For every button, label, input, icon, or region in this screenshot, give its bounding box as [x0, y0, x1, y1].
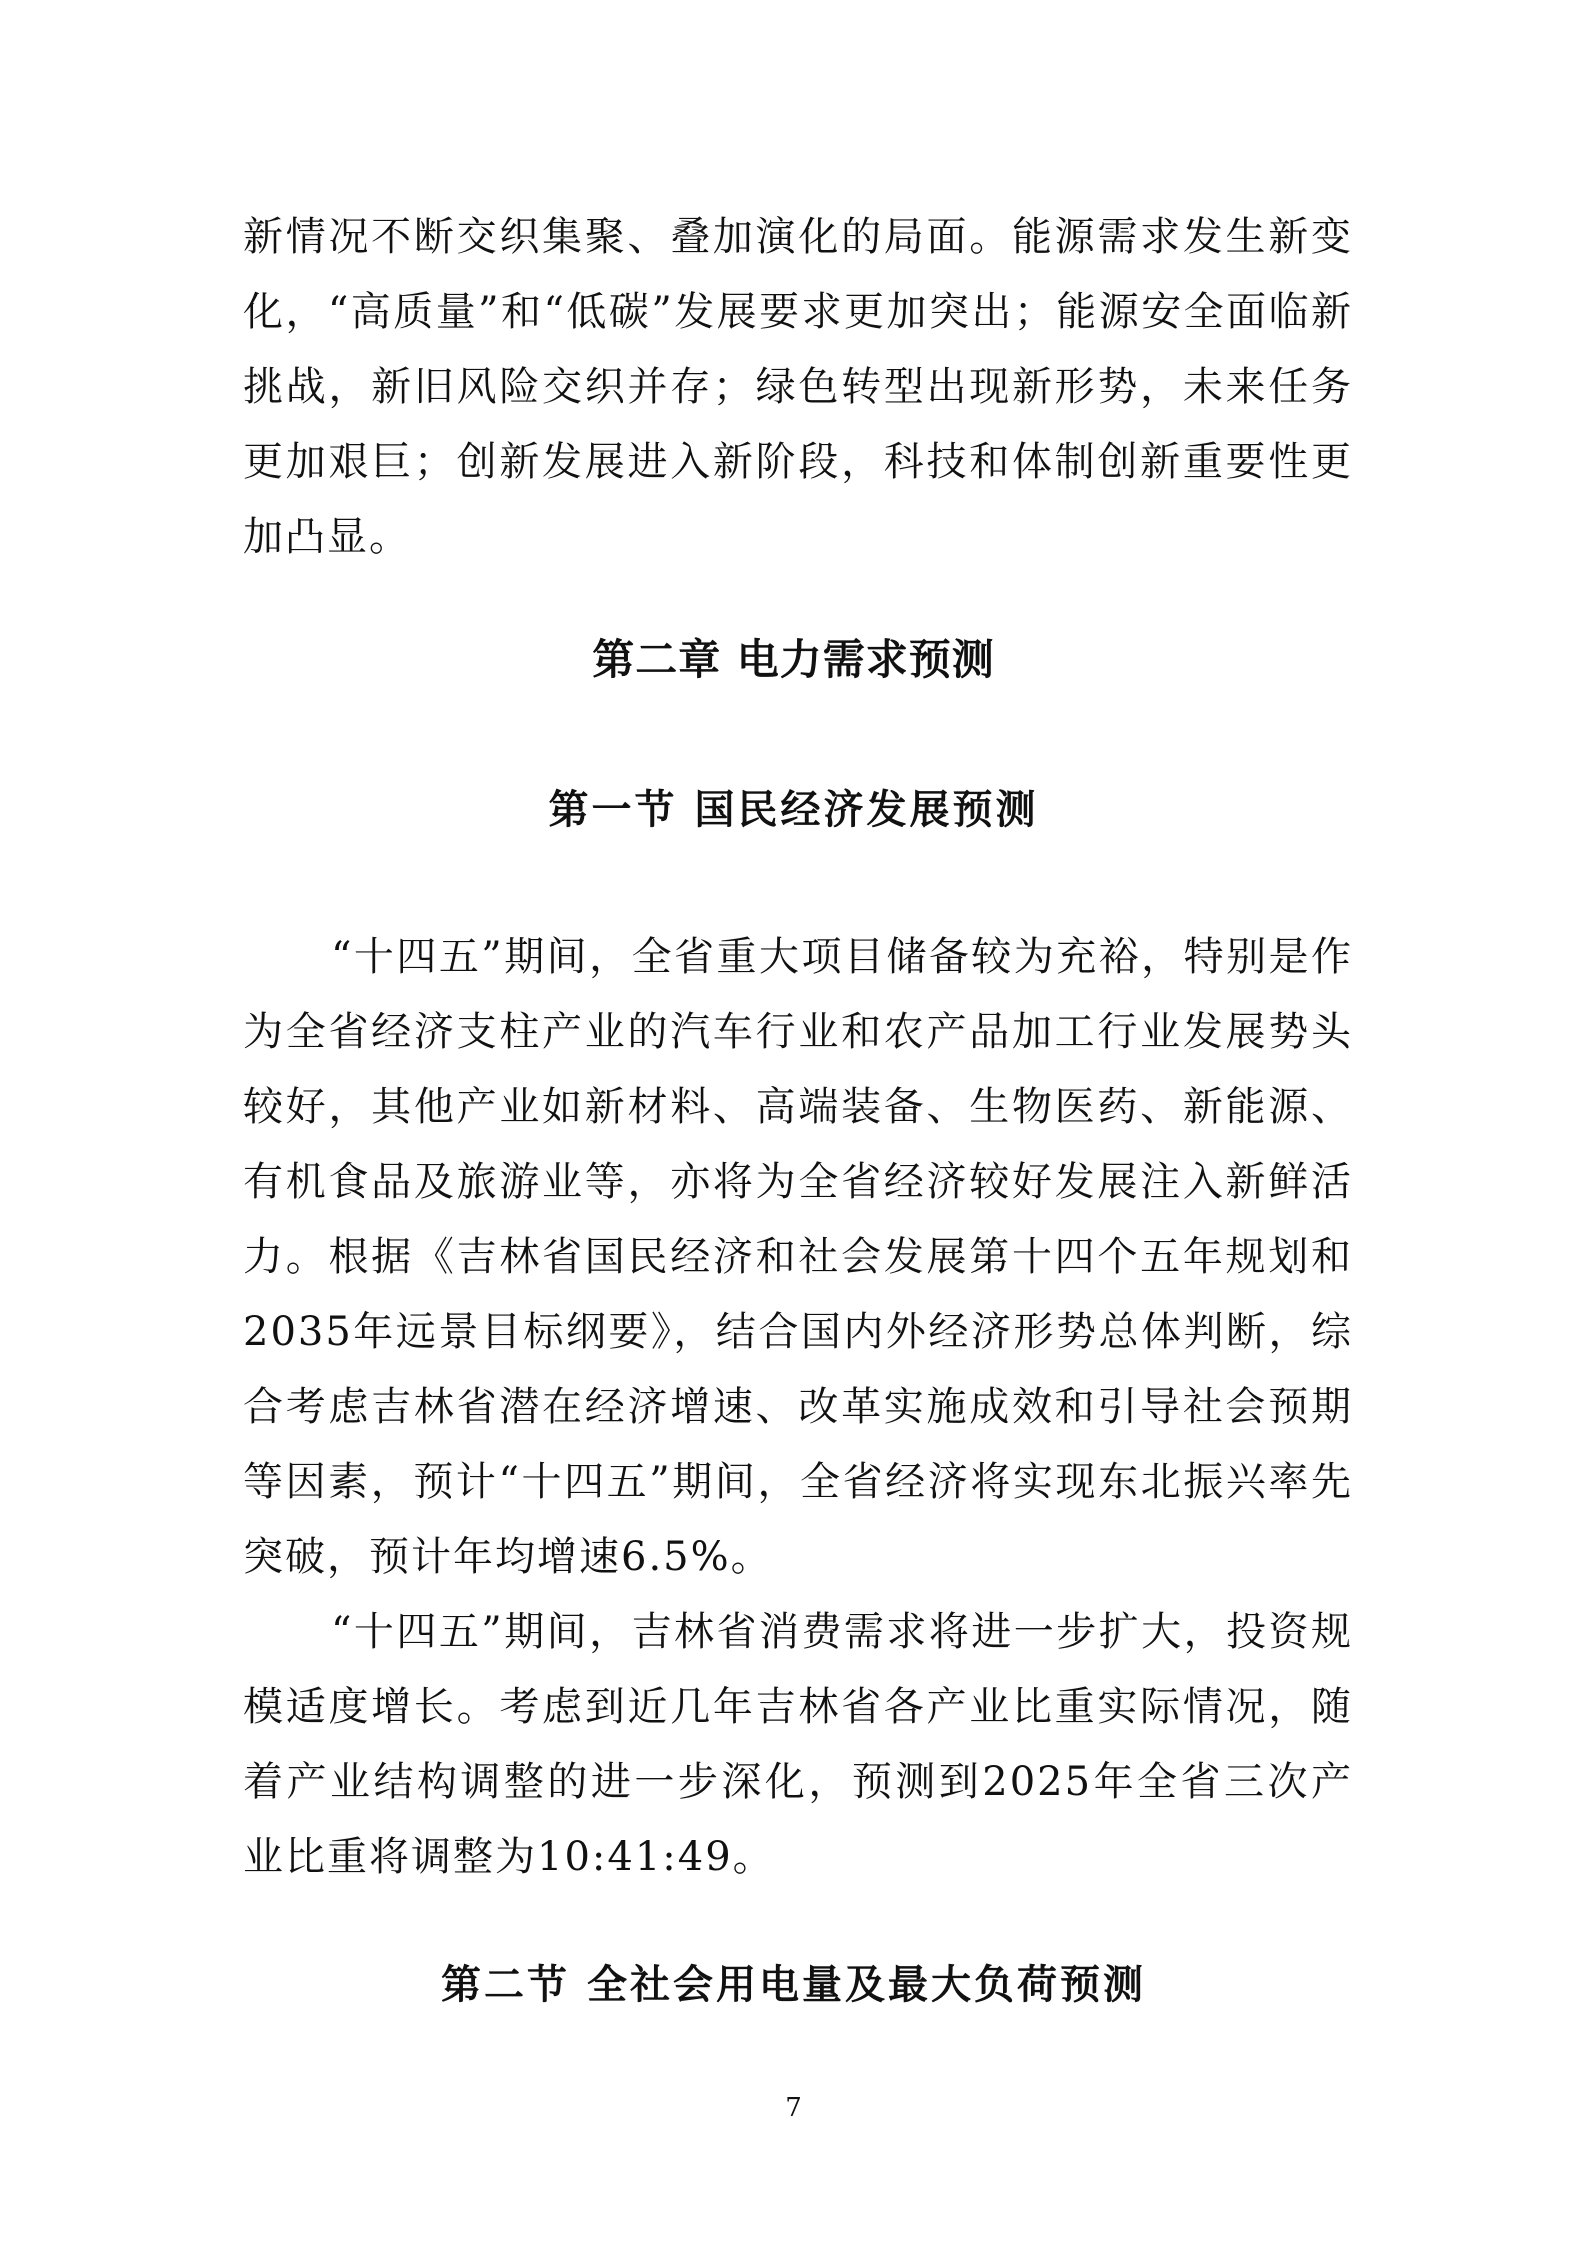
section-title-2: 第二节 全社会用电量及最大负荷预测	[441, 1961, 1146, 2008]
section1-paragraph-1	[243, 920, 1353, 1595]
chapter-title: 第二章 电力需求预测	[592, 635, 995, 684]
section1-paragraph-2-text: “十四五”期间，吉林省消费需求将进一步扩大，投资规模适度增长。考虑到近几年吉林省各产业比重实际情况，随着产业结构调整的进一步深化，预测到2025年全省三次产业比重将调整为10:41:49。	[243, 1609, 1353, 1880]
page-number: 7	[785, 2093, 802, 2123]
section1-paragraph-1-text: “十四五”期间，全省重大项目储备较为充裕，特别是作为全省经济支柱产业的汽车行业和农产品加工行业发展势头较好，其他产业如新材料、高端装备、生物医药、新能源、有机食品及旅游业等，亦将为全省经济较好发展注入新鲜活力。根据《吉林省国民经济和社会发展第十四个五年规划和2035年远景目标纲要》，结合国内外经济形势总体判断，综合考虑吉林省潜在经济增速、改革实施成效和引导社会预期等因素，预计“十四五”期间，全省经济将实现东北振兴率先突破，预计年均增速6.5%。	[243, 934, 1353, 1580]
intro-paragraph-text: 新情况不断交织集聚、叠加演化的局面。能源需求发生新变化，“高质量”和“低碳”发展要求更加突出；能源安全面临新挑战，新旧风险交织并存；绿色转型出现新形势，未来任务更加艰巨；创新发展进入新阶段，科技和体制创新重要性更加凸显。	[243, 214, 1353, 560]
section1-paragraph-2	[243, 1595, 1353, 1895]
section-title-1: 第一节 国民经济发展预测	[548, 786, 1039, 833]
intro-paragraph	[243, 200, 1353, 575]
